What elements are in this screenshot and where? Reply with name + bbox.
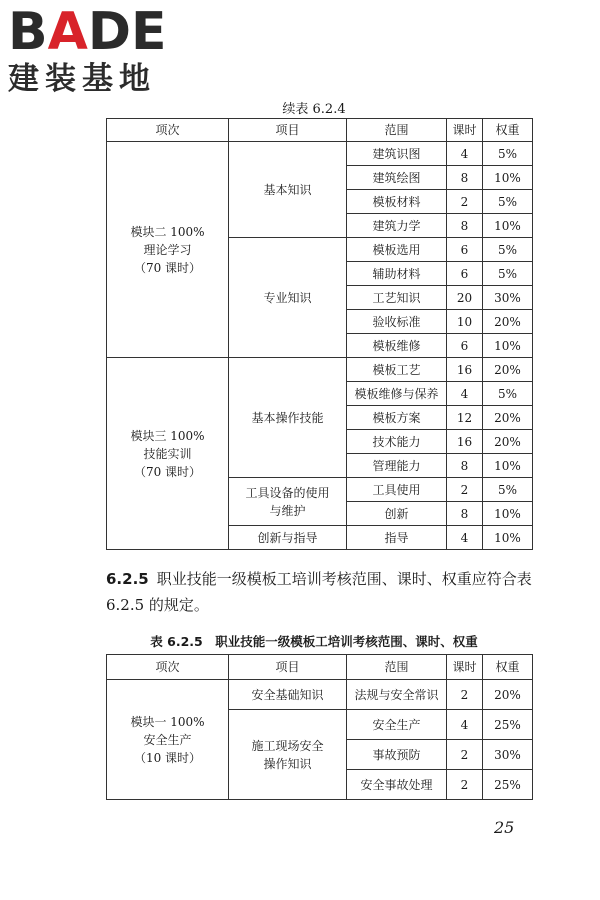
- weight-cell: 25%: [483, 770, 533, 800]
- item-cell: 安全基础知识: [229, 680, 347, 710]
- scope-cell: 工艺知识: [347, 286, 447, 310]
- weight-cell: 5%: [483, 238, 533, 262]
- logo-chinese-text: 建装基地: [8, 61, 156, 97]
- hours-cell: 10: [447, 310, 483, 334]
- table-row: [107, 358, 533, 382]
- item-cell: 创新与指导: [229, 526, 347, 550]
- module-hours: （70 课时）: [133, 260, 202, 275]
- hours-cell: 12: [447, 406, 483, 430]
- scope-cell: 模板选用: [347, 238, 447, 262]
- weight-cell: 10%: [483, 334, 533, 358]
- scope-cell: 创新: [347, 502, 447, 526]
- hours-cell: 16: [447, 358, 483, 382]
- bade-logo: [8, 2, 167, 97]
- module-cell: [107, 358, 229, 550]
- hours-cell: 2: [447, 478, 483, 502]
- hours-cell: 6: [447, 238, 483, 262]
- header-hours: 课时: [447, 655, 483, 680]
- hours-cell: 16: [447, 430, 483, 454]
- weight-cell: 30%: [483, 286, 533, 310]
- scope-cell: 模板维修与保养: [347, 382, 447, 406]
- hours-cell: 6: [447, 262, 483, 286]
- hours-cell: 8: [447, 502, 483, 526]
- header-project: 项目: [229, 655, 347, 680]
- scope-cell: 法规与安全常识: [347, 680, 447, 710]
- item-cell: 基本操作技能: [229, 358, 347, 478]
- table-6-2-5: [106, 654, 533, 800]
- item-cell: [229, 710, 347, 800]
- weight-cell: 5%: [483, 478, 533, 502]
- weight-cell: 20%: [483, 310, 533, 334]
- weight-cell: 10%: [483, 166, 533, 190]
- hours-cell: 20: [447, 286, 483, 310]
- item-line: 操作知识: [263, 756, 312, 771]
- hours-cell: 4: [447, 142, 483, 166]
- item-line: 与维护: [269, 503, 306, 518]
- item-cell: 专业知识: [229, 238, 347, 358]
- logo-wordmark: BADE: [8, 2, 167, 62]
- hours-cell: 2: [447, 770, 483, 800]
- table2-caption: 表 6.2.5 职业技能一级模板工培训考核范围、课时、权重: [150, 634, 478, 649]
- module-title: 模块三 100%: [130, 428, 205, 443]
- hours-cell: 4: [447, 382, 483, 406]
- scope-cell: 建筑力学: [347, 214, 447, 238]
- module-subject: 理论学习: [143, 242, 192, 257]
- page-number: 25: [494, 818, 515, 837]
- weight-cell: 20%: [483, 358, 533, 382]
- scope-cell: 验收标准: [347, 310, 447, 334]
- weight-cell: 20%: [483, 430, 533, 454]
- table-header-row: [107, 119, 533, 142]
- hours-cell: 2: [447, 190, 483, 214]
- header-scope: 范围: [347, 119, 447, 142]
- section-paragraph: [106, 566, 536, 618]
- header-weight: 权重: [483, 655, 533, 680]
- scope-cell: 模板材料: [347, 190, 447, 214]
- scope-cell: 模板工艺: [347, 358, 447, 382]
- scope-cell: 模板方案: [347, 406, 447, 430]
- scope-cell: 事故预防: [347, 740, 447, 770]
- weight-cell: 10%: [483, 502, 533, 526]
- hours-cell: 6: [447, 334, 483, 358]
- item-cell: 基本知识: [229, 142, 347, 238]
- hours-cell: 8: [447, 214, 483, 238]
- weight-cell: 10%: [483, 526, 533, 550]
- scope-cell: 技术能力: [347, 430, 447, 454]
- item-cell: [229, 478, 347, 526]
- module-cell: [107, 680, 229, 800]
- table-row: [107, 680, 533, 710]
- module-cell: [107, 142, 229, 358]
- hours-cell: 4: [447, 710, 483, 740]
- scope-cell: 模板维修: [347, 334, 447, 358]
- scope-cell: 安全生产: [347, 710, 447, 740]
- scope-cell: 指导: [347, 526, 447, 550]
- weight-cell: 20%: [483, 406, 533, 430]
- module-title: 模块二 100%: [130, 224, 205, 239]
- hours-cell: 8: [447, 454, 483, 478]
- module-hours: （70 课时）: [133, 464, 202, 479]
- header-item: 项次: [107, 655, 229, 680]
- scope-cell: 建筑绘图: [347, 166, 447, 190]
- table-6-2-4-continued: [106, 118, 533, 550]
- module-subject: 安全生产: [143, 732, 192, 747]
- scope-cell: 工具使用: [347, 478, 447, 502]
- header-scope: 范围: [347, 655, 447, 680]
- hours-cell: 2: [447, 740, 483, 770]
- module-hours: （10 课时）: [133, 750, 202, 765]
- item-line: 施工现场安全: [251, 738, 324, 753]
- weight-cell: 5%: [483, 262, 533, 286]
- section-text: 职业技能一级模板工培训考核范围、课时、权重应符合表 6.2.5 的规定。: [106, 570, 532, 614]
- weight-cell: 5%: [483, 190, 533, 214]
- weight-cell: 5%: [483, 142, 533, 166]
- header-weight: 权重: [483, 119, 533, 142]
- section-number: 6.2.5: [106, 570, 149, 588]
- table-row: [107, 142, 533, 166]
- scope-cell: 辅助材料: [347, 262, 447, 286]
- weight-cell: 10%: [483, 214, 533, 238]
- hours-cell: 4: [447, 526, 483, 550]
- header-item: 项次: [107, 119, 229, 142]
- weight-cell: 30%: [483, 740, 533, 770]
- weight-cell: 5%: [483, 382, 533, 406]
- header-hours: 课时: [447, 119, 483, 142]
- table-header-row: [107, 655, 533, 680]
- scope-cell: 管理能力: [347, 454, 447, 478]
- scope-cell: 安全事故处理: [347, 770, 447, 800]
- weight-cell: 10%: [483, 454, 533, 478]
- module-title: 模块一 100%: [130, 714, 205, 729]
- item-line: 工具设备的使用: [245, 485, 330, 500]
- module-subject: 技能实训: [143, 446, 192, 461]
- table1-caption: 续表 6.2.4: [282, 102, 346, 117]
- scope-cell: 建筑识图: [347, 142, 447, 166]
- hours-cell: 8: [447, 166, 483, 190]
- weight-cell: 25%: [483, 710, 533, 740]
- header-project: 项目: [229, 119, 347, 142]
- weight-cell: 20%: [483, 680, 533, 710]
- hours-cell: 2: [447, 680, 483, 710]
